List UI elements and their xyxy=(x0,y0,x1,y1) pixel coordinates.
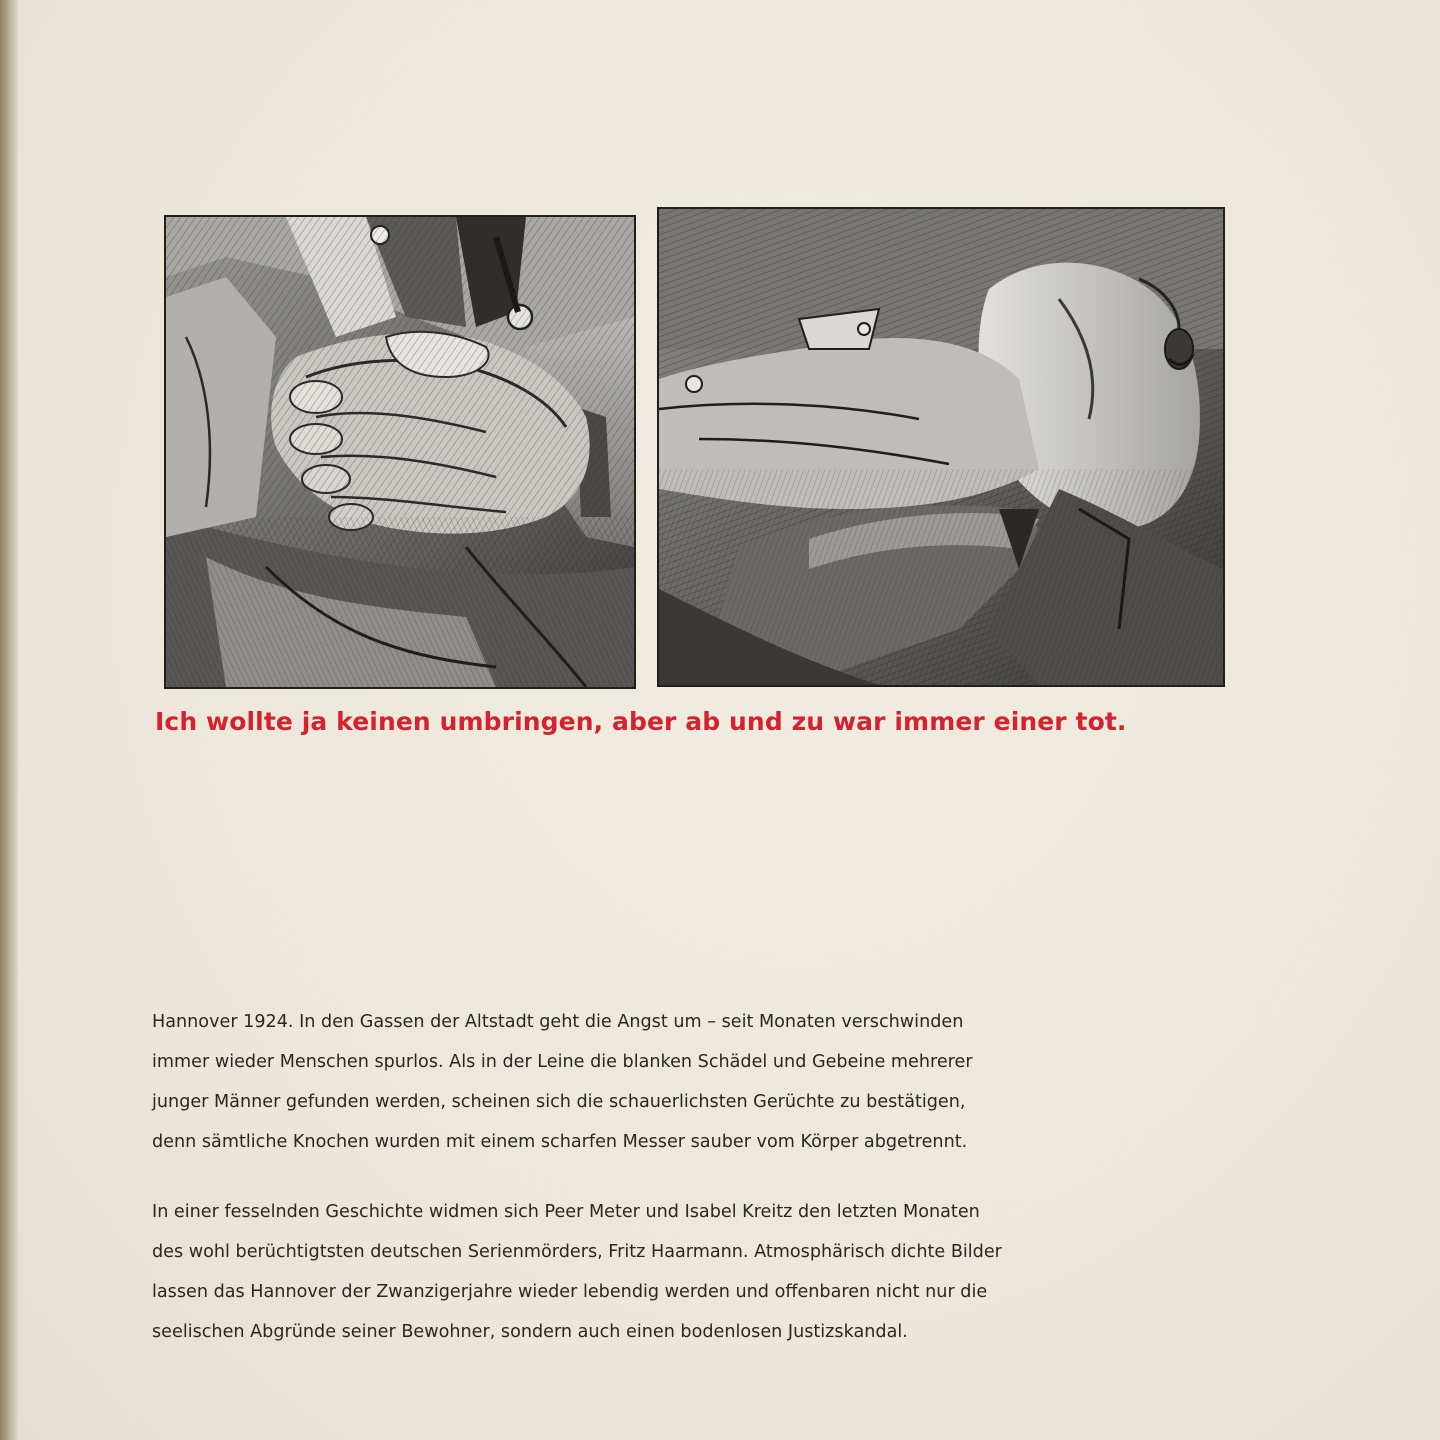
blurb-line: des wohl berüchtigtsten deutschen Serienmörders, Fritz Haarmann. Atmosphärisch dichte Bilder xyxy=(152,1242,1002,1262)
blurb-paragraph-2 xyxy=(152,1192,1252,1352)
blurb-line: seelischen Abgründe seiner Bewohner, sondern auch einen bodenlosen Justizskandal. xyxy=(152,1322,908,1342)
blurb-line: Hannover 1924. In den Gassen der Altstadt geht die Angst um – seit Monaten verschwinden xyxy=(152,1012,964,1032)
red-quote: Ich wollte ja keinen umbringen, aber ab und zu war immer einer tot. xyxy=(155,707,1127,736)
blurb-line: immer wieder Menschen spurlos. Als in der Leine die blanken Schädel und Gebeine mehrerer xyxy=(152,1052,973,1072)
blurb-line: junger Männer gefunden werden, scheinen sich die schauerlichsten Gerüchte zu bestätigen, xyxy=(152,1092,966,1112)
blurb-line: denn sämtliche Knochen wurden mit einem scharfen Messer sauber vom Körper abgetrennt. xyxy=(152,1132,968,1152)
blurb-line: In einer fesselnden Geschichte widmen sich Peer Meter und Isabel Kreitz den letzten Monaten xyxy=(152,1202,980,1222)
head-thrown-back-drawing xyxy=(659,209,1223,685)
hands-clasped-drawing xyxy=(166,217,634,687)
illustration-panel-left xyxy=(164,215,636,689)
blurb-line: lassen das Hannover der Zwanzigerjahre wieder lebendig werden und offenbaren nicht nur die xyxy=(152,1282,988,1302)
blurb-paragraph-1 xyxy=(152,1002,1252,1162)
illustration-panel-right xyxy=(657,207,1225,687)
